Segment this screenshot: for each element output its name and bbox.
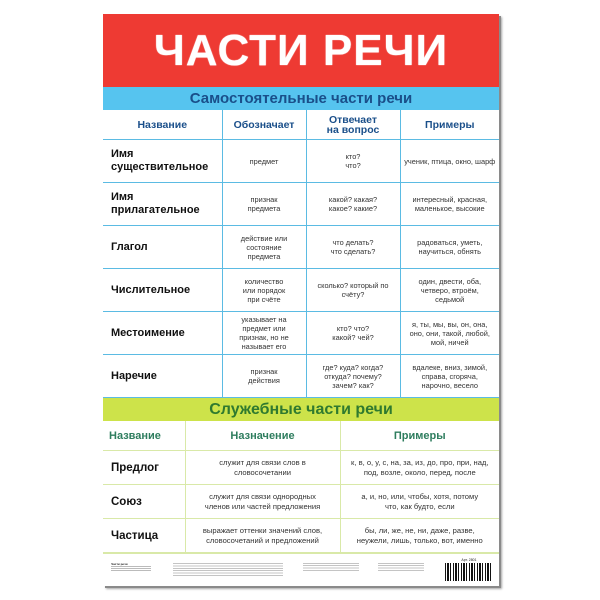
table-row — [103, 355, 499, 398]
barcode-icon — [445, 563, 493, 581]
table-row — [103, 519, 499, 553]
title-band — [103, 14, 499, 87]
column-header-name: Название — [103, 421, 185, 451]
part-purpose — [185, 451, 340, 485]
part-name — [103, 183, 222, 226]
poster — [103, 14, 499, 586]
part-question-text: сколько? который по счёту? — [317, 281, 389, 299]
part-name: Союз — [103, 485, 185, 519]
part-question — [306, 269, 400, 312]
part-examples-text: бы, ли, же, не, ни, даже, разве, неужели, лишь, только, вот, именно — [356, 525, 483, 545]
part-purpose-text: служит для связи слов в словосочетании — [219, 457, 306, 477]
part-meaning — [222, 355, 306, 398]
table-header-row — [103, 110, 499, 140]
poster-footer — [103, 553, 499, 586]
part-meaning-text: указывает на предмет или признак, но не называет его — [239, 315, 289, 351]
column-header-name: Название — [103, 110, 222, 140]
footer-fineprint — [111, 566, 151, 571]
part-question-text: что делать? что сделать? — [330, 238, 376, 256]
part-question-text: кто? что? — [345, 152, 361, 170]
table-row — [103, 312, 499, 355]
part-meaning-text: признак действия — [248, 367, 280, 385]
part-examples — [340, 519, 499, 553]
part-meaning — [222, 183, 306, 226]
part-name: Частица — [103, 519, 185, 553]
part-examples — [340, 451, 499, 485]
part-question — [306, 355, 400, 398]
part-examples-text: вдалеке, вниз, зимой, справа, сгоряча, нарочно, весело — [412, 362, 488, 390]
part-examples — [400, 226, 499, 269]
part-purpose — [185, 519, 340, 553]
part-meaning-text: признак предмета — [247, 195, 281, 213]
part-examples-text: один, двести, оба, четверо, втроём, седьмой — [418, 276, 481, 304]
part-question — [306, 312, 400, 355]
auxiliary-section-heading — [103, 398, 499, 421]
part-meaning — [222, 312, 306, 355]
part-question — [306, 183, 400, 226]
part-purpose-text: служит для связи однородных членов или частей предложения — [204, 491, 321, 511]
part-name: Предлог — [103, 451, 185, 485]
part-question-text: кто? что? какой? чей? — [332, 324, 374, 342]
column-header-examples: Примеры — [340, 421, 499, 451]
part-name-text: Имя существительное — [111, 148, 209, 173]
part-question-text: где? куда? когда? откуда? почему? зачем? как? — [322, 362, 384, 390]
part-question — [306, 226, 400, 269]
table-row — [103, 485, 499, 519]
barcode-block — [445, 558, 493, 581]
part-question — [306, 140, 400, 183]
part-name — [103, 140, 222, 183]
poster-title: ЧАСТИ РЕЧИ — [153, 25, 449, 75]
part-examples: ученик, птица, окно, шарф — [400, 140, 499, 183]
part-meaning-text: действие или состояние предмета — [240, 233, 288, 261]
part-examples: интересный, красная, маленькое, высокие — [400, 183, 499, 226]
part-name: Местоимение — [103, 312, 222, 355]
part-examples — [400, 355, 499, 398]
part-examples-text: я, ты, мы, вы, он, она, оно, они, такой, любой, мой, ничей — [409, 319, 490, 347]
part-name: Наречие — [103, 355, 222, 398]
part-examples — [400, 312, 499, 355]
column-header-question — [306, 110, 400, 140]
independent-section-heading — [103, 87, 499, 110]
independent-parts-table — [103, 110, 499, 398]
footer-publisher-fineprint — [173, 562, 283, 576]
part-name: Глагол — [103, 226, 222, 269]
footer-product-name: Части речи — [111, 562, 128, 566]
column-header-question-text: Отвечает на вопрос — [326, 113, 380, 136]
part-examples-text: а, и, но, или, чтобы, хотя, потому что, как будто, если — [361, 491, 479, 511]
part-question-text: какой? какая? какое? какие? — [328, 195, 378, 213]
part-purpose — [185, 485, 340, 519]
footer-product-info — [111, 562, 151, 571]
footer-certification-fineprint — [303, 562, 359, 571]
article-number: Арт. 2801 — [461, 558, 477, 562]
independent-heading-text: Самостоятельные части речи — [189, 90, 413, 107]
part-examples-text: радоваться, уметь, научиться, обнять — [417, 238, 483, 256]
auxiliary-parts-table — [103, 421, 499, 553]
part-name-text: Имя прилагательное — [111, 191, 200, 216]
part-examples-text: к, в, о, у, с, на, за, из, до, про, при, над, под, возле, около, перед, после — [351, 457, 489, 477]
table-row — [103, 140, 499, 183]
part-examples — [340, 485, 499, 519]
auxiliary-heading-text: Служебные части речи — [209, 400, 393, 418]
table-row — [103, 451, 499, 485]
part-examples — [400, 269, 499, 312]
part-meaning: предмет — [222, 140, 306, 183]
column-header-meaning: Обозначает — [222, 110, 306, 140]
table-row — [103, 183, 499, 226]
part-purpose-text: выражает оттенки значений слов, словосочетаний и предложений — [202, 525, 323, 545]
part-meaning — [222, 269, 306, 312]
footer-manufacture-fineprint — [378, 562, 424, 571]
table-row — [103, 269, 499, 312]
column-header-purpose: Назначение — [185, 421, 340, 451]
part-meaning — [222, 226, 306, 269]
table-header-row — [103, 421, 499, 451]
table-row — [103, 226, 499, 269]
column-header-examples: Примеры — [400, 110, 499, 140]
part-name: Числительное — [103, 269, 222, 312]
part-meaning-text: количество или порядок при счёте — [242, 276, 286, 304]
